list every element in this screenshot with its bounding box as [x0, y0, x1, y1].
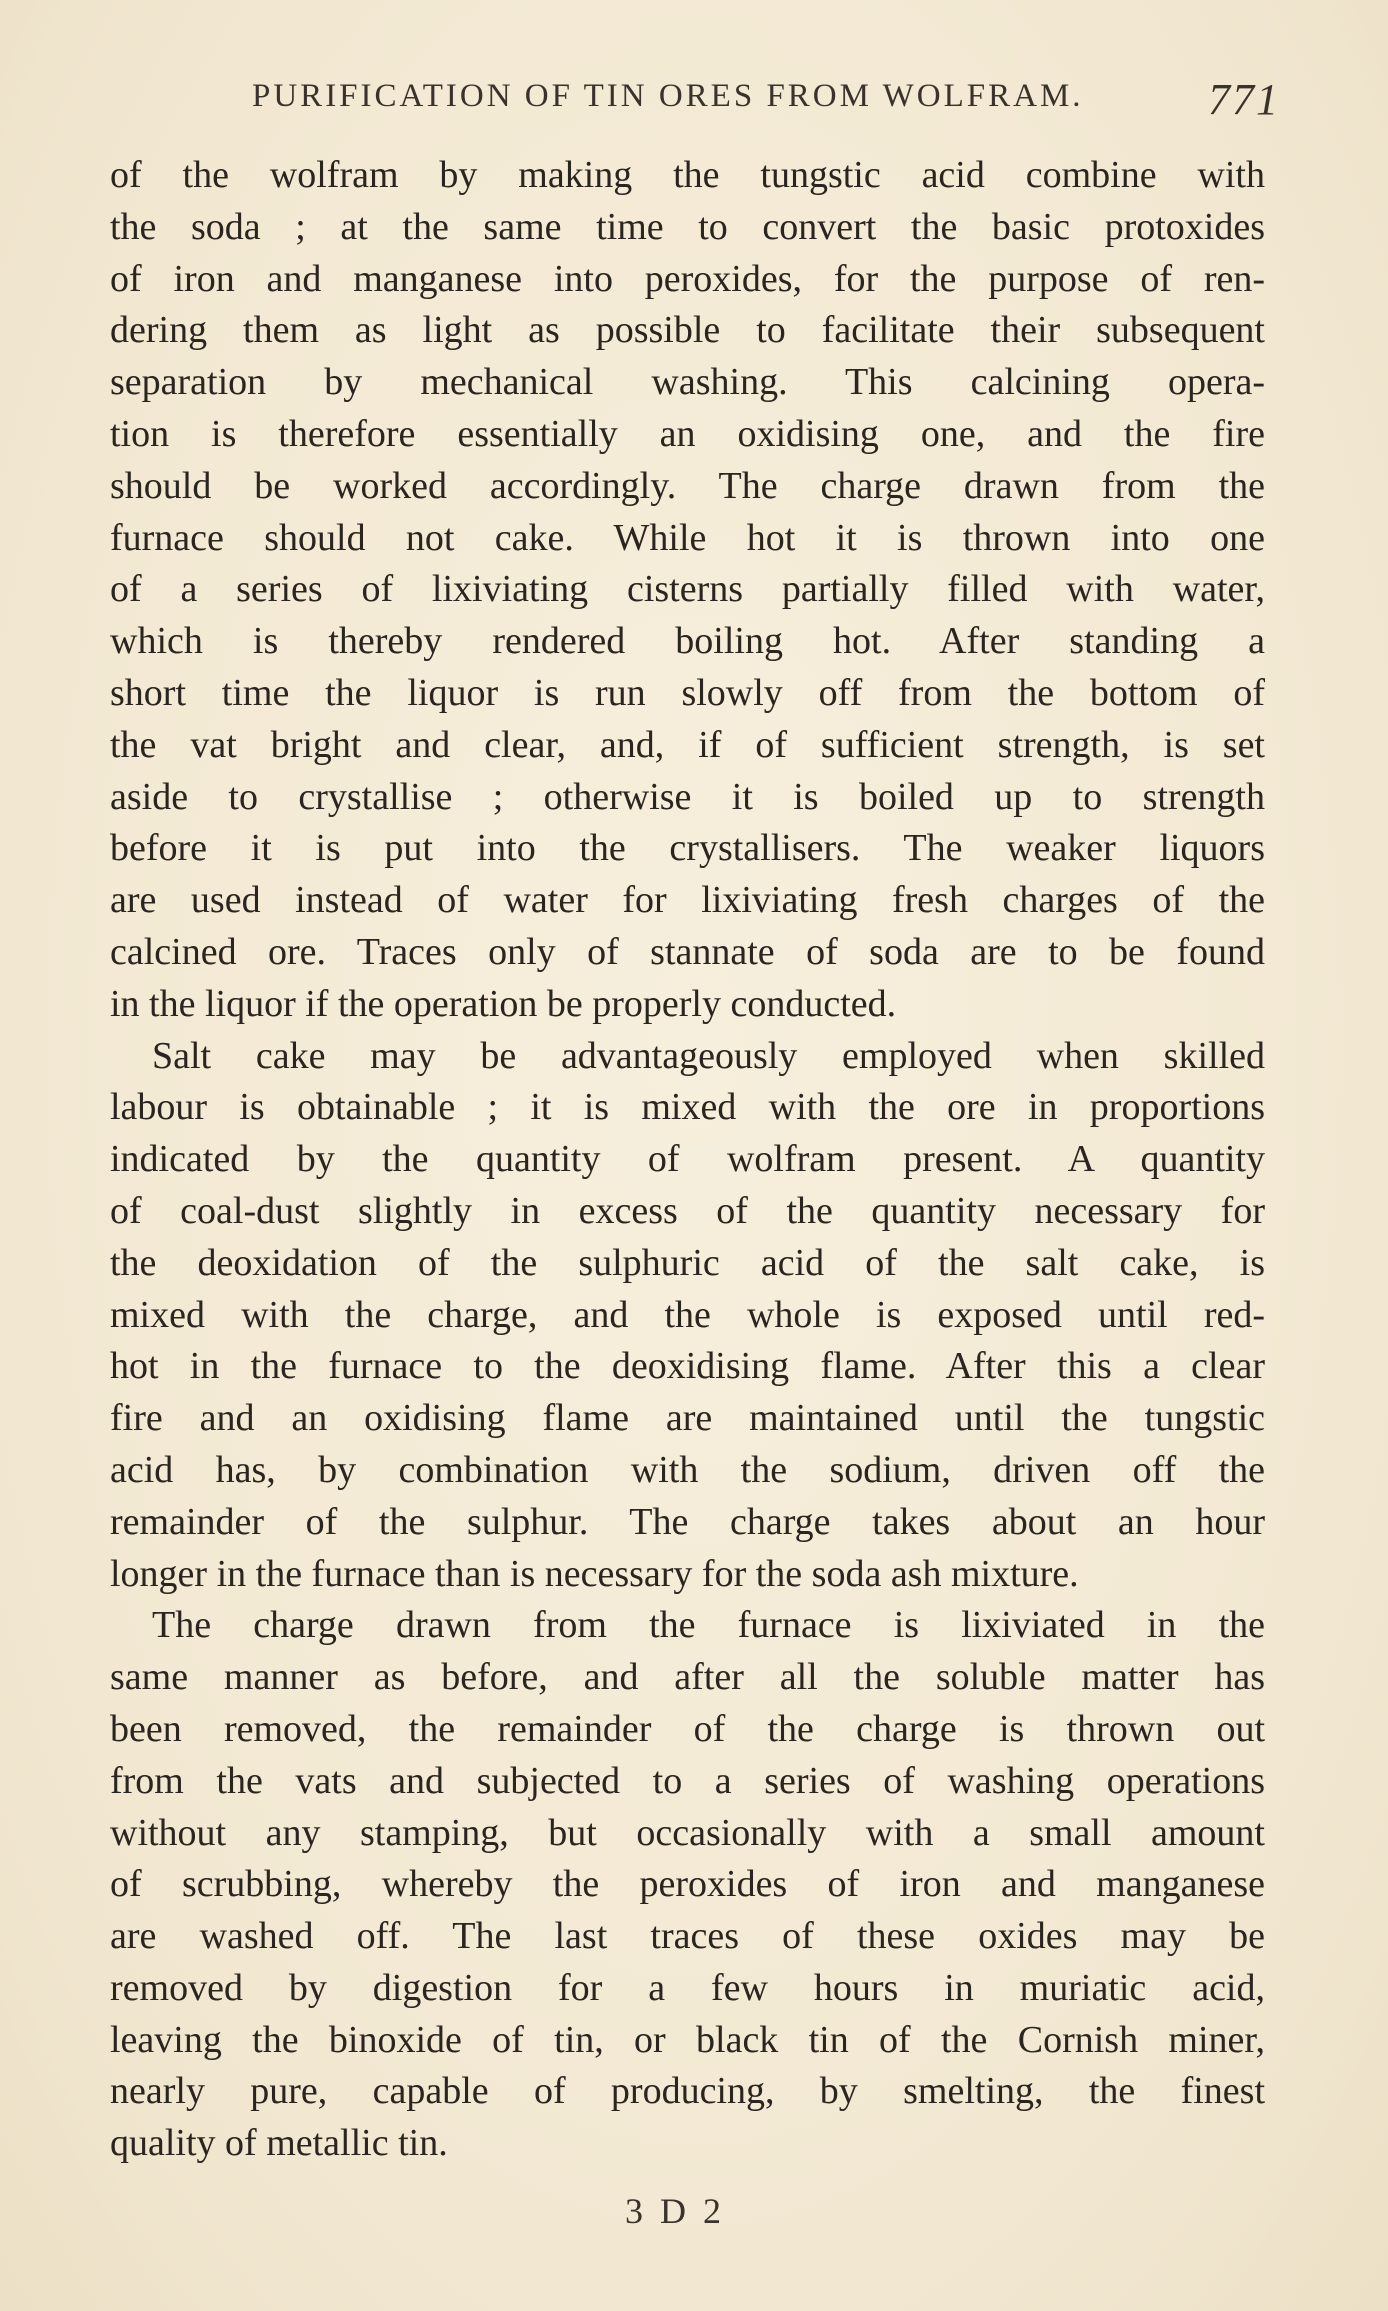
text-line: aside to crystallise ; otherwise it is boiled up to strength [110, 775, 1265, 818]
text-line: are washed off. The last traces of these oxides may be [110, 1915, 1265, 1958]
text-line: hot in the furnace to the deoxidising flame. After this a clear [110, 1345, 1265, 1388]
text-line: are used instead of water for lixiviating fresh charges of the [110, 879, 1265, 922]
text-line: the vat bright and clear, and, if of sufficient strength, is set [110, 723, 1265, 766]
text-line: tion is therefore essentially an oxidising one, and the fire [110, 412, 1265, 455]
text-line: been removed, the remainder of the charge is thrown out [110, 1707, 1265, 1750]
text-line: before it is put into the crystallisers. The weaker liquors [110, 827, 1265, 870]
text-line: should be worked accordingly. The charge drawn from the [110, 464, 1265, 507]
text-line: calcined ore. Traces only of stannate of soda are to be found [110, 930, 1265, 973]
running-title: PURIFICATION OF TIN ORES FROM WOLFRAM. [252, 78, 1084, 114]
text-line: separation by mechanical washing. This calcining opera- [110, 361, 1265, 404]
page-number: 771 [1208, 75, 1280, 124]
text-line: removed by digestion for a few hours in muriatic acid, [110, 1966, 1265, 2009]
text-line: the deoxidation of the sulphuric acid of the salt cake, is [110, 1241, 1265, 1284]
text-line: of scrubbing, whereby the peroxides of iron and manganese [110, 1863, 1265, 1906]
text-line: furnace should not cake. While hot it is thrown into one [110, 516, 1265, 559]
text-line: of iron and manganese into peroxides, for the purpose of ren- [110, 257, 1265, 300]
body-text [110, 150, 1265, 2170]
text-line: from the vats and subjected to a series of washing operations [110, 1759, 1265, 1802]
text-line: same manner as before, and after all the soluble matter has [110, 1656, 1265, 1699]
text-line: indicated by the quantity of wolfram present. A quantity [110, 1138, 1265, 1181]
text-line: longer in the furnace than is necessary for the soda ash mixture. [110, 1552, 1079, 1595]
text-line: of the wolfram by making the tungstic acid combine with [110, 154, 1265, 196]
text-line: remainder of the sulphur. The charge takes about an hour [110, 1500, 1265, 1543]
text-line: nearly pure, capable of producing, by smelting, the finest [110, 2070, 1265, 2113]
text-line: dering them as light as possible to facilitate their subsequent [110, 309, 1265, 352]
text-line: of a series of lixiviating cisterns partially filled with water, [110, 568, 1265, 611]
text-line: of coal-dust slightly in excess of the quantity necessary for [110, 1189, 1265, 1232]
text-line: leaving the binoxide of tin, or black tin of the Cornish miner, [110, 2018, 1265, 2061]
paragraph [110, 1031, 1265, 1601]
signature-mark: 3 D 2 [625, 2191, 725, 2231]
running-head [110, 72, 1280, 122]
text-line: the soda ; at the same time to convert the basic protoxides [110, 205, 1265, 248]
text-line: quality of metallic tin. [110, 2122, 448, 2165]
text-line: in the liquor if the operation be properly conducted. [110, 982, 897, 1025]
text-line: short time the liquor is run slowly off from the bottom of [110, 671, 1265, 714]
text-line: mixed with the charge, and the whole is exposed until red- [110, 1293, 1265, 1336]
text-line: fire and an oxidising flame are maintained until the tungstic [110, 1397, 1265, 1440]
text-line: labour is obtainable ; it is mixed with the ore in proportions [110, 1086, 1265, 1129]
text-line: acid has, by combination with the sodium, driven off the [110, 1448, 1265, 1491]
text-line: The charge drawn from the furnace is lixiviated in the [152, 1604, 1265, 1647]
text-line: Salt cake may be advantageously employed when skilled [152, 1034, 1265, 1077]
paragraph [110, 150, 1265, 1031]
paragraph [110, 1600, 1265, 2170]
text-line: without any stamping, but occasionally with a small amount [110, 1811, 1265, 1854]
text-line: which is thereby rendered boiling hot. After standing a [110, 620, 1265, 663]
